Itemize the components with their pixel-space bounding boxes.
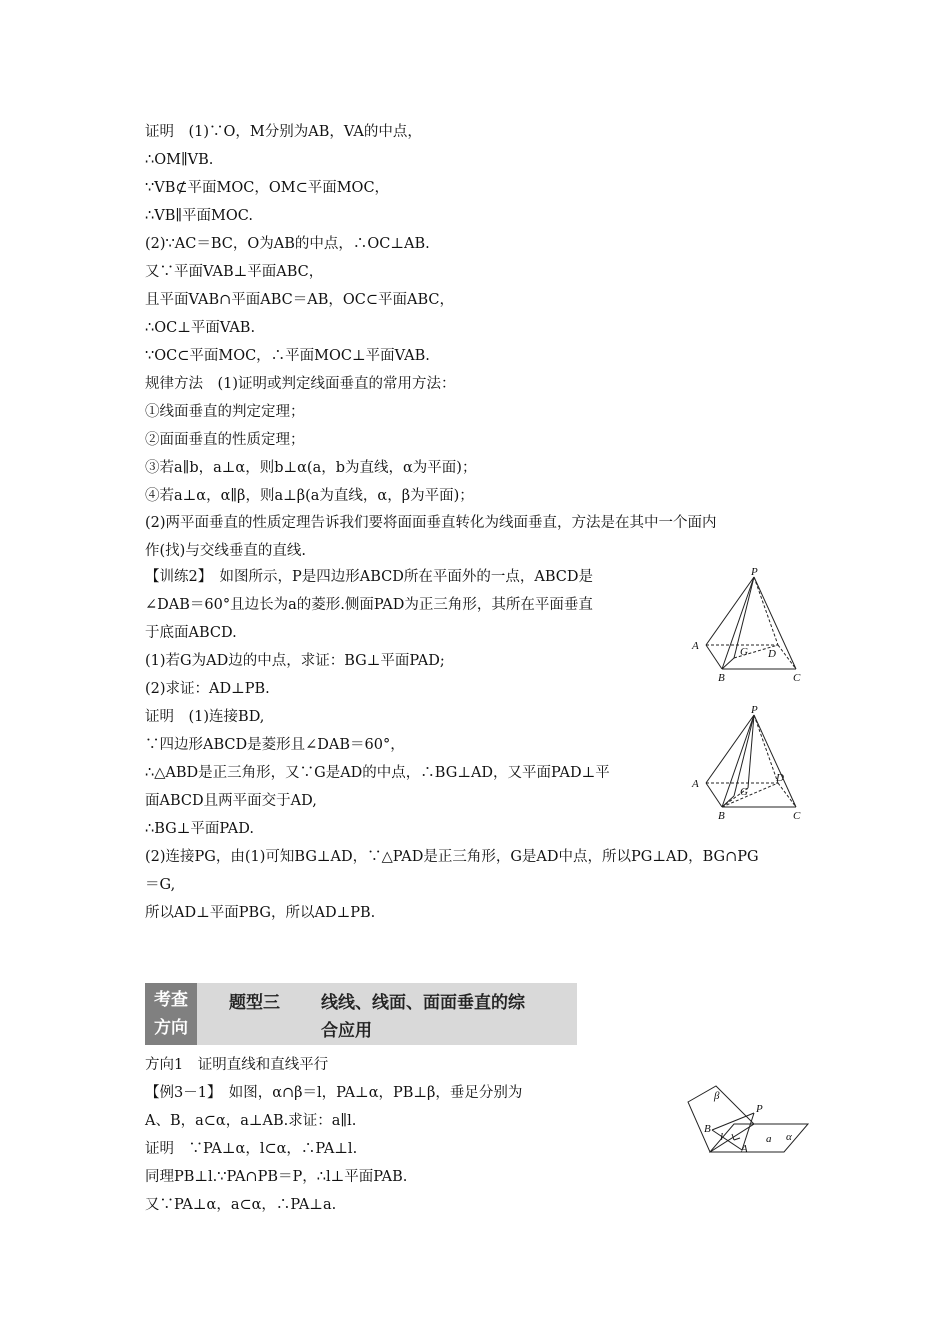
vertex-label: P [751,704,758,716]
banner-type-label: 题型三 [229,993,280,1013]
text-line: ∴△ABD是正三角形，又∵G是AD的中点，∴BG⊥AD，又平面PAD⊥平 [145,765,610,781]
text-line: ∴OM∥VB. [145,152,214,168]
text-line: 证明 (1)∵O，M分别为AB，VA的中点， [145,124,422,140]
text-line: 面ABCD且两平面交于AD, [145,793,317,809]
text-line: ∴BG⊥平面PAD. [145,821,254,837]
point-label: P [756,1103,763,1115]
vertex-label: C [793,672,801,684]
text-line: 证明 ∵PA⊥α，l⊂α，∴PA⊥l. [145,1141,358,1157]
text-line: (2)两平面垂直的性质定理告诉我们要将面面垂直转化为线面垂直，方法是在其中一个面内 [145,515,717,531]
text-line: (2)∵AC＝BC，O为AB的中点，∴OC⊥AB. [145,236,430,252]
vertex-label: D [768,648,776,660]
line-label: a [766,1133,772,1145]
banner-title-line: 线线、线面、面面垂直的综 [321,993,525,1013]
text-line: (1)若G为AD边的中点，求证：BG⊥平面PAD; [145,653,445,669]
text-line: ④若a⊥α，α∥β，则a⊥β(a为直线，α，β为平面)； [145,488,474,504]
pyramid-figure-2 [688,703,813,823]
text-line: 又∵PA⊥α，a⊂α，∴PA⊥a. [145,1197,337,1213]
text-line: ∴VB∥平面MOC. [145,208,253,224]
text-line: ③若a∥b，a⊥α，则b⊥α(a，b为直线，α为平面)； [145,460,477,476]
text-line: ∵VB⊄平面MOC，OM⊂平面MOC， [145,180,390,196]
point-label: A [741,1143,748,1155]
text-line: 又∵平面VAB⊥平面ABC， [145,264,324,280]
text-line: A、B，a⊂α，a⊥AB.求证：a∥l. [145,1113,357,1129]
vertex-label: P [751,566,758,578]
line-label: l [720,1131,724,1143]
text-line: ①线面垂直的判定定理； [145,404,305,420]
vertex-label: A [692,778,699,790]
text-line: ∵四边形ABCD是菱形且∠DAB＝60°， [145,737,405,753]
vertex-label: G [740,646,748,658]
plane-label: α [786,1131,792,1143]
text-line: ∵OC⊂平面MOC，∴平面MOC⊥平面VAB. [145,348,430,364]
text-line: 所以AD⊥平面PBG，所以AD⊥PB. [145,905,376,921]
text-line: ∴OC⊥平面VAB. [145,320,256,336]
pyramid-figure-1 [688,565,813,685]
text-line: 规律方法 (1)证明或判定线面垂直的常用方法： [145,376,456,392]
vertex-label: B [718,672,725,684]
planes-figure [686,1082,811,1162]
vertex-label: A [692,640,699,652]
text-line: 同理PB⊥l.∵PA∩PB＝P，∴l⊥平面PAB. [145,1169,408,1185]
banner-tag-line: 方向 [154,1018,188,1038]
text-line: 【例3－1】 如图，α∩β＝l，PA⊥α，PB⊥β，垂足分别为 [145,1085,523,1101]
plane-label: β [714,1090,720,1102]
point-label: B [704,1123,711,1135]
text-line: (2)连接PG，由(1)可知BG⊥AD，∵△PAD是正三角形，G是AD中点，所以PG⊥AD，BG∩PG [145,849,759,865]
section-banner [145,983,577,1045]
text-line: 证明 (1)连接BD, [145,709,265,725]
vertex-label: C [793,810,801,822]
vertex-label: D [776,772,784,784]
text-line: ＝G, [145,877,176,893]
text-line: 且平面VAB∩平面ABC＝AB，OC⊂平面ABC， [145,292,455,308]
text-line: 方向1 证明直线和直线平行 [145,1057,329,1073]
banner-tag [145,983,197,1045]
text-line: (2)求证：AD⊥PB. [145,681,270,697]
text-line: 作(找)与交线垂直的直线. [145,543,306,559]
text-line: ②面面垂直的性质定理； [145,432,305,448]
text-line: 【训练2】 如图所示，P是四边形ABCD所在平面外的一点，ABCD是 [145,569,593,585]
banner-title-line: 合应用 [321,1021,372,1041]
banner-tag-line: 考查 [154,990,188,1010]
text-line: 于底面ABCD. [145,625,237,641]
text-line: ∠DAB＝60°且边长为a的菱形.侧面PAD为正三角形，其所在平面垂直 [145,597,593,613]
vertex-label: B [718,810,725,822]
vertex-label: G [740,786,748,798]
